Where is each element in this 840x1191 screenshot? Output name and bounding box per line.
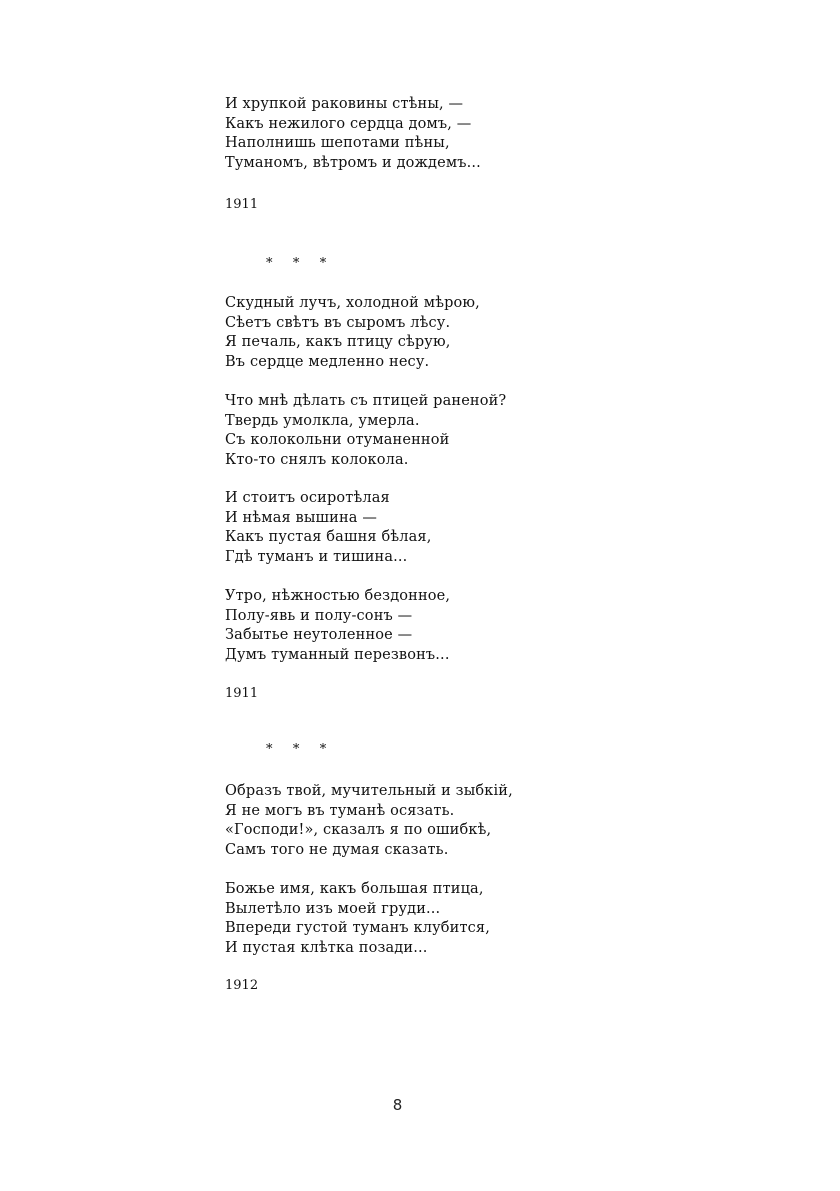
verse-line: Сѣетъ свѣтъ въ сыромъ лѣсу.	[225, 314, 451, 331]
verse-line: Я печаль, какъ птицу сѣрую,	[225, 334, 451, 350]
poem3-year: 1912	[225, 978, 259, 993]
poem3-stanza1	[225, 782, 513, 860]
poem2-stanza3	[225, 489, 431, 567]
poem2-stanza2	[225, 392, 506, 470]
verse-line: Думъ туманный перезвонъ...	[225, 646, 450, 663]
verse-line: И нѣмая вышина —	[225, 509, 378, 526]
poem2-stanza4	[225, 587, 450, 665]
verse-line: Вылетѣло изъ моей груди...	[225, 900, 441, 917]
verse-line: Скудный лучъ, холодной мѣрою,	[225, 295, 480, 311]
verse-line: Полу-явь и полу-сонъ —	[225, 607, 413, 624]
verse-line: Я не могъ въ туманѣ осязать.	[225, 802, 455, 819]
verse-line: Твердь умолкла, умерла.	[225, 412, 420, 429]
page-number: 8	[392, 1096, 403, 1114]
verse-line: Туманомъ, вѣтромъ и дождемъ...	[225, 154, 481, 171]
verse-line: Какъ нежилого сердца домъ, —	[225, 115, 472, 132]
verse-line: Какъ пустая башня бѣлая,	[225, 529, 432, 545]
verse-line: Въ сердце медленно несу.	[225, 353, 430, 370]
poem1-stanza1	[225, 95, 481, 173]
verse-line: Забытье неутоленное —	[225, 627, 413, 643]
verse-line: Съ колокольни отуманенной	[225, 432, 450, 448]
poem3-asterism: * * *	[266, 742, 329, 757]
verse-line: Наполнишь шепотами пѣны,	[225, 135, 450, 151]
poem1-year: 1911	[225, 197, 259, 212]
verse-line: Самъ того не думая сказать.	[225, 841, 449, 858]
verse-line: Кто-то снялъ колокола.	[225, 451, 409, 468]
verse-line: Гдѣ туманъ и тишина...	[225, 548, 408, 565]
poem2-asterism: * * *	[266, 256, 329, 271]
verse-line: И пустая клѣтка позади...	[225, 939, 428, 956]
verse-line: Божье имя, какъ большая птица,	[225, 881, 484, 897]
verse-line: Что мнѣ дѣлать съ птицей раненой?	[225, 393, 507, 409]
verse-line: «Господи!», сказалъ я по ошибкѣ,	[225, 822, 492, 838]
verse-line: Впереди густой туманъ клубится,	[225, 920, 490, 936]
verse-line: Утро, нѣжностью бездонное,	[225, 588, 451, 604]
verse-line: Образъ твой, мучительный и зыбкій,	[225, 783, 513, 799]
poem2-stanza1	[225, 294, 480, 372]
verse-line: И стоитъ осиротѣлая	[225, 490, 390, 506]
verse-line: И хрупкой раковины стѣны, —	[225, 96, 464, 112]
poem3-stanza2	[225, 880, 490, 958]
poem2-year: 1911	[225, 686, 259, 701]
